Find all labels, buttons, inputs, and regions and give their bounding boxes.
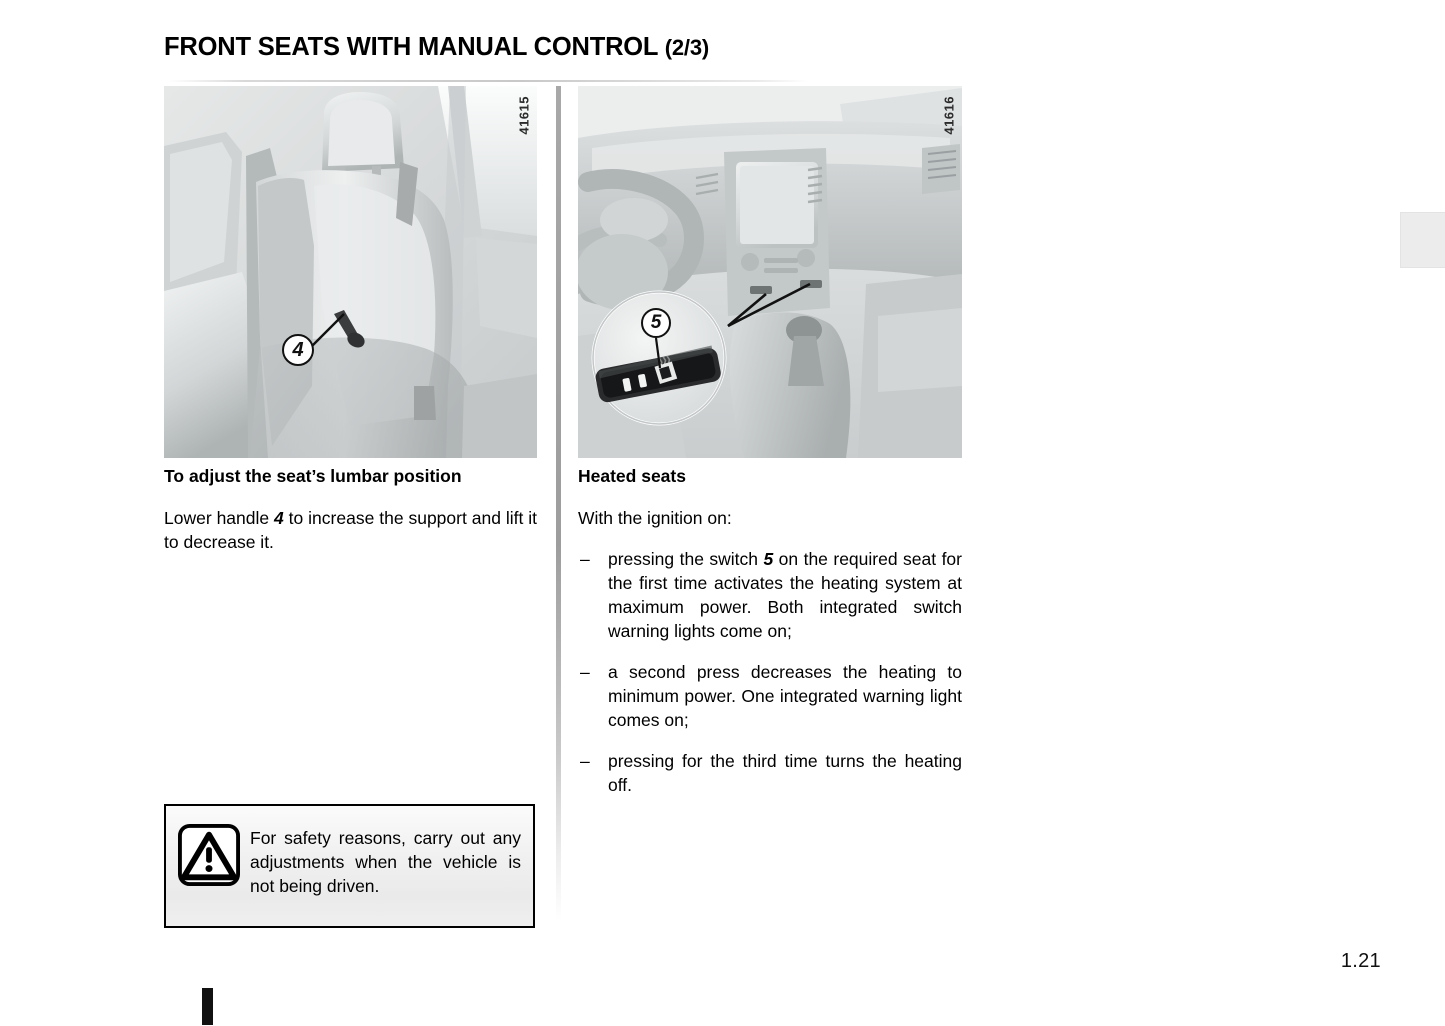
page-number: 1.21 [1340, 950, 1381, 972]
bullet-dash: – [580, 661, 590, 682]
warning-triangle-icon [178, 824, 240, 886]
safety-warning-text: For safety reasons, carry out any adjustments when the vehicle is not being driven. [250, 828, 521, 897]
bullet-text-post: on the required seat for the first time activates the heating system at maximum power. Both integrated switch warning lights come on; [608, 548, 962, 641]
binding-registration-mark [201, 987, 214, 1026]
bullet-text-post: a second press decreases the heating to minimum power. One integrated warning light comes on; [608, 661, 962, 730]
bullet-text-post: pressing for the third time turns the heating off. [608, 750, 962, 795]
section-edge-tab [1400, 212, 1445, 268]
figure-lumbar-adjustment [164, 86, 537, 458]
safety-warning-box [164, 804, 535, 928]
lumbar-text-post: to increase the support and lift it to decrease it. [164, 508, 537, 552]
list-item [578, 661, 962, 733]
figure-code-right: 41616 [942, 96, 957, 135]
figure-code-left: 41615 [517, 96, 532, 135]
lumbar-ref-number: 4 [274, 508, 284, 528]
bullet-ref-number: 5 [763, 548, 774, 569]
right-column-heading: Heated seats [578, 466, 686, 486]
page-title-suffix: (2/3) [664, 35, 709, 60]
seat-interior-photo [164, 86, 537, 458]
heated-seat-switch-left [750, 286, 772, 294]
bullet-text-pre: pressing the switch [608, 548, 764, 569]
column-divider [556, 86, 561, 921]
bullet-dash: – [580, 750, 590, 771]
left-column-paragraph [164, 507, 537, 555]
list-item [578, 750, 962, 798]
heated-seats-intro: With the ignition on: [578, 508, 732, 528]
heated-seats-bullet-list [578, 548, 962, 798]
right-text-column [578, 466, 962, 798]
page-title-main: FRONT SEATS WITH MANUAL CONTROL [164, 33, 658, 61]
page-title [164, 33, 709, 62]
title-divider-rule [168, 80, 808, 82]
list-item [578, 548, 962, 644]
figure-heated-seat-switch [578, 86, 962, 458]
left-column-heading: To adjust the seat’s lumbar position [164, 466, 462, 486]
left-text-column [164, 466, 537, 555]
callout-5: 5 [641, 308, 671, 338]
callout-4: 4 [282, 334, 314, 366]
bullet-dash: – [580, 548, 590, 569]
dashboard-console-photo [578, 86, 962, 458]
lumbar-text-pre: Lower handle [164, 508, 275, 528]
